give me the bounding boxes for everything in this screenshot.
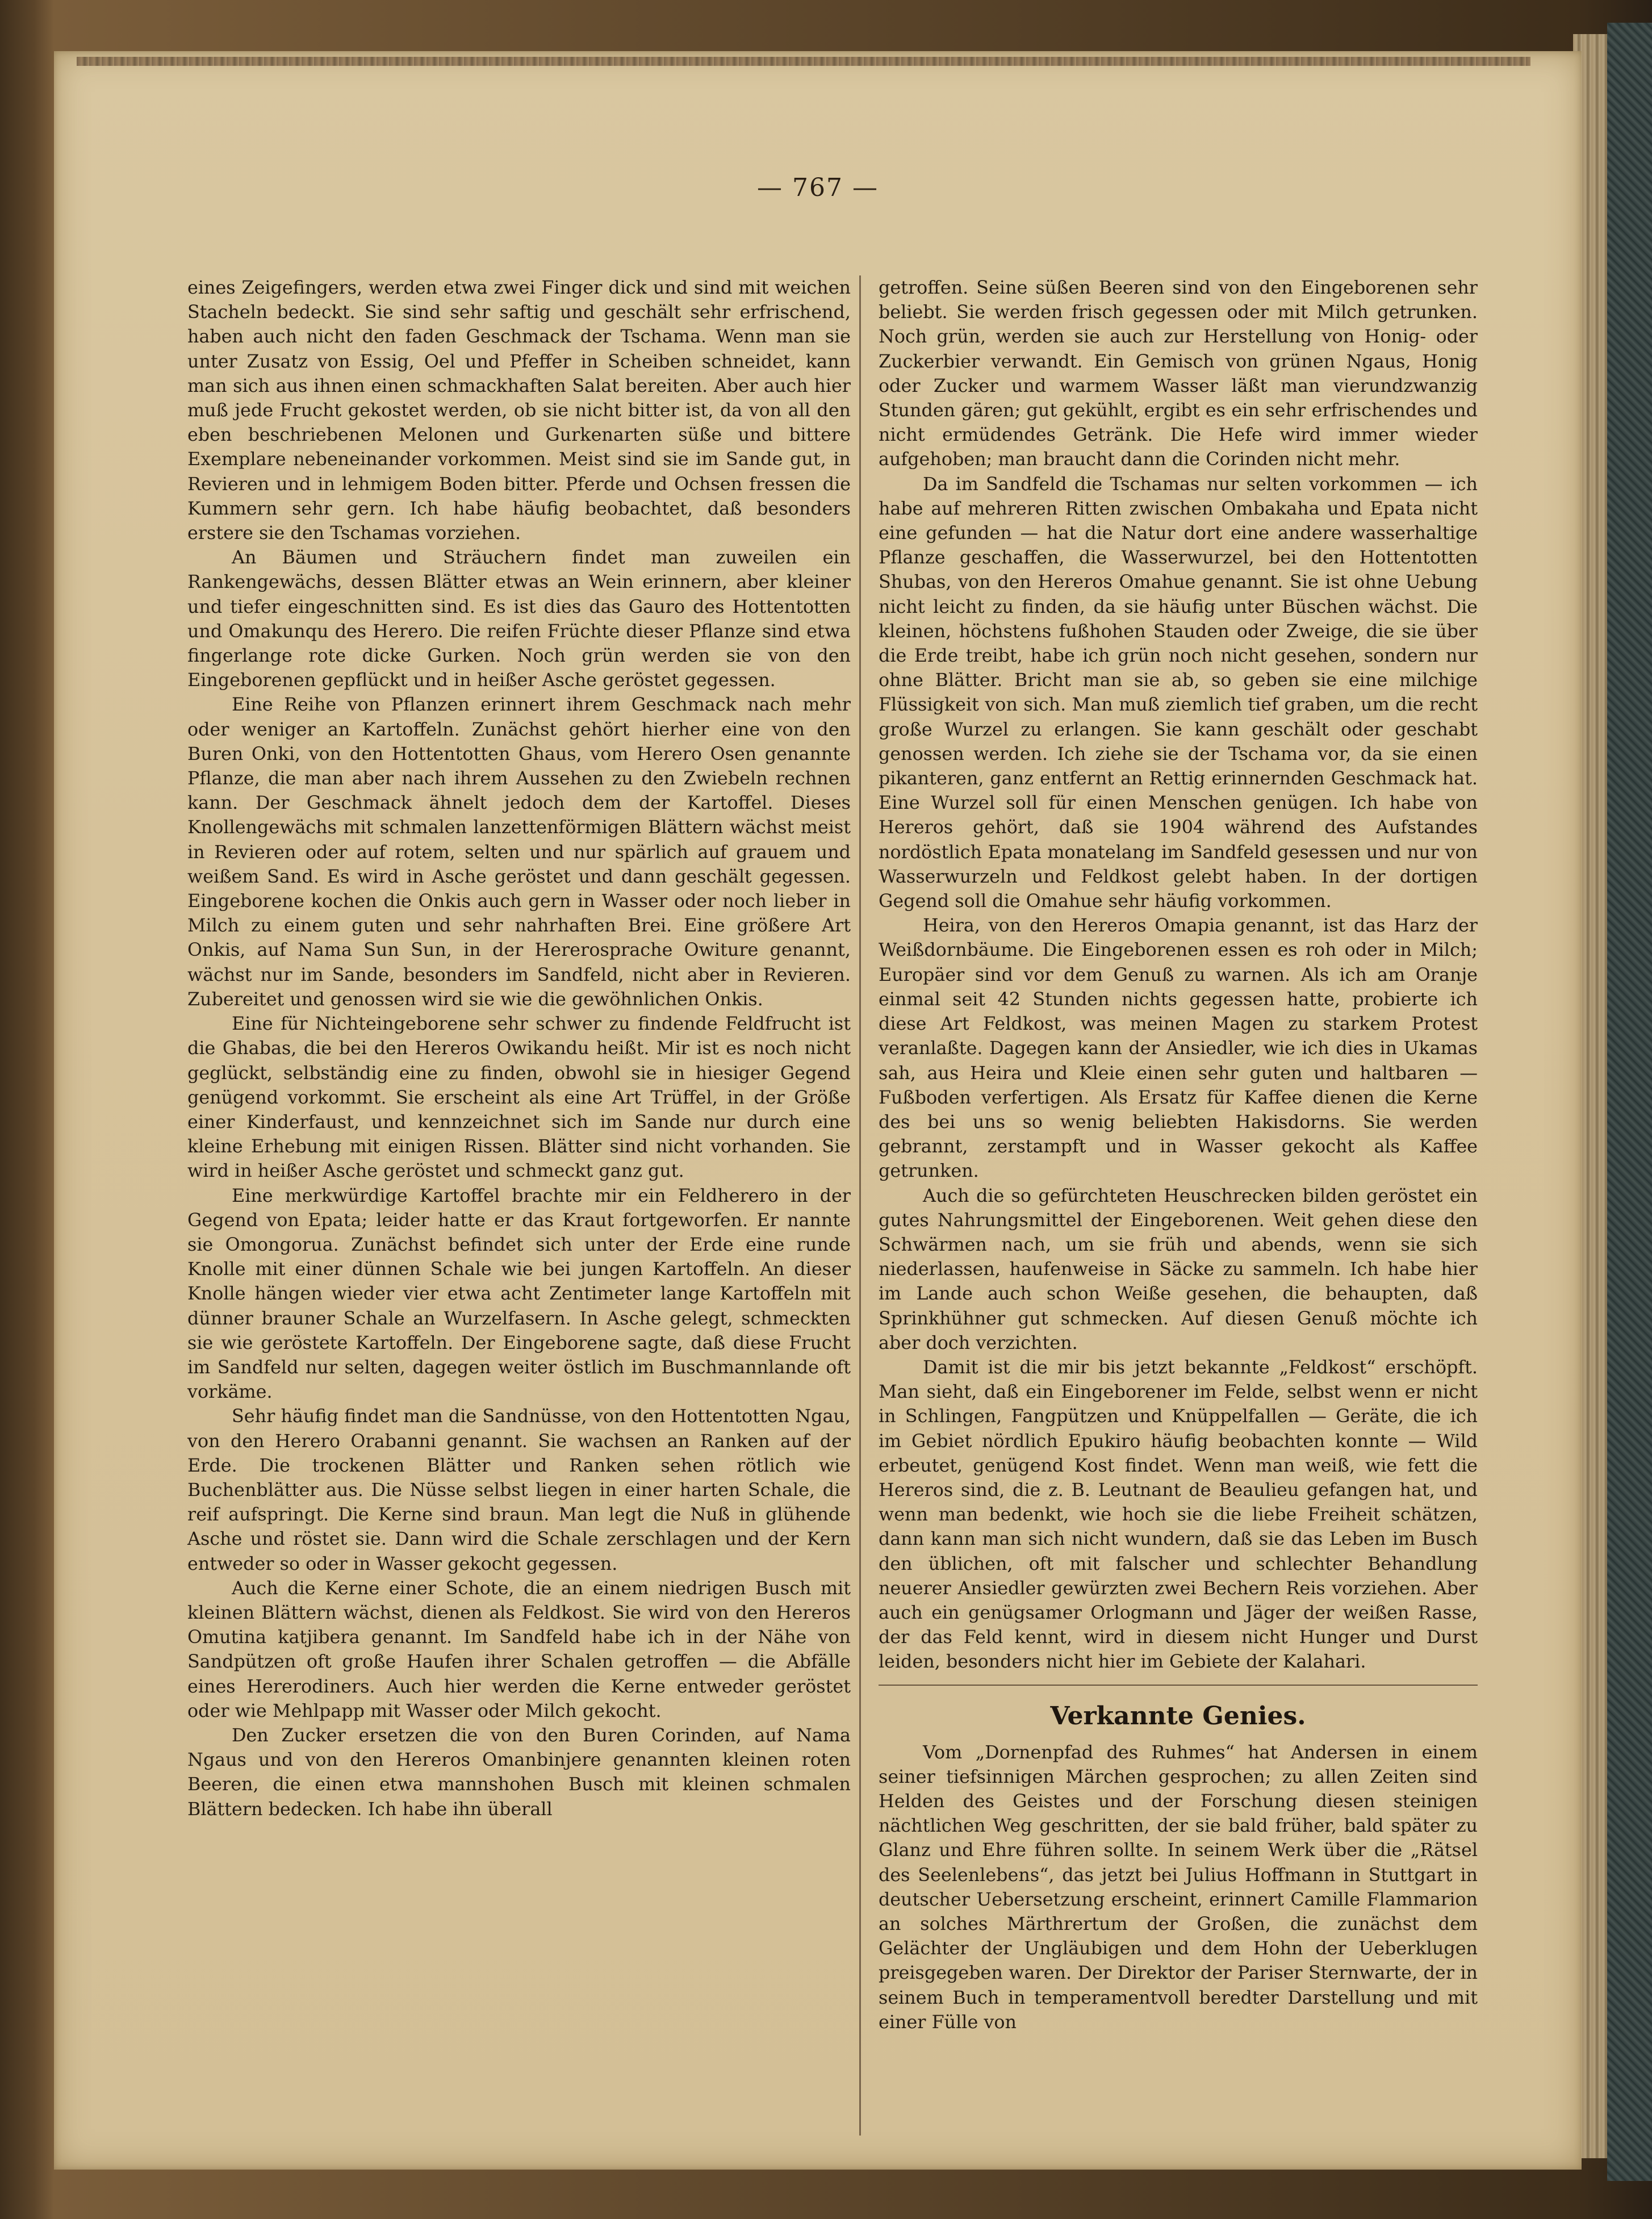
paragraph: Damit ist die mir bis jetzt bekannte „Feldkost“ erschöpft. Man sieht, daß ein Eingeborener im Felde, selbst wenn er nicht in Schlingen, Fangpützen und Knüppelfallen — Geräte, die ich im Gebiet nördlich Epukiro häufig beobachten konnte — Wild erbeutet, genügend Kost findet. Wenn man weiß, wie fett die Hereros sind, die z. B. Leutnant de Beaulieu gefangen hat, und wenn man bedenkt, wie hoch sie die liebe Freiheit schätzen, dann kann man sich nicht wundern, daß sie das Leben im Busch den üblichen, oft mit falscher und schlechter Behandlung neuerer Ansiedler gewürzten zwei Bechern Reis vorziehen. Aber auch ein genügsamer Orlogmann und Jäger der weißen Rasse, der das Feld kennt, wird in diesem nicht Hunger und Durst leiden, besonders nicht hier im Gebiete der Kalahari. (879, 1356, 1478, 1673)
paragraph: Heira, von den Hereros Omapia genannt, ist das Harz der Weißdornbäume. Die Eingeborenen essen es roh oder in Milch; Europäer sind vor dem Genuß zu warnen. Als ich am Oranje einmal seit 42 Stunden nichts gegessen hatte, probierte ich diese Art Feldkost, was meinen Magen zu starkem Protest veranlaßte. Dagegen kann der Ansiedler, wie ich dies in Ukamas sah, aus Heira und Kleie einen sehr guten und haltbaren — Fußboden verfertigen. Als Ersatz für Kaffee dienen die Kerne des bei uns so wenig beliebten Hakisdorns. Sie werden gebrannt, zerstampft und in Wasser gekocht als Kaffee getrunken. (879, 915, 1478, 1182)
paragraph: getroffen. Seine süßen Beeren sind von den Eingeborenen sehr beliebt. Sie werden frisch gegessen oder mit Milch getrunken. Noch grün, werden sie auch zur Herstellung von Honig- oder Zuckerbier verwandt. Ein Gemisch von grünen Ngaus, Honig oder Zucker und warmem Wasser läßt man vierundzwanzig Stunden gären; gut gekühlt, ergibt es ein sehr erfrischendes und nicht ermüdendes Getränk. Die Hefe wird immer wieder aufgehoben; man braucht dann die Corinden nicht mehr. (879, 277, 1478, 470)
section-heading: Verkannte Genies. (1050, 1701, 1306, 1731)
newspaper-page (54, 51, 1582, 2170)
paragraph: Vom „Dornenpfad des Ruhmes“ hat Andersen in einem seiner tiefsinnigen Märchen gesprochen; zu allen Zeiten sind Helden des Geistes und der Forschung diesen steinigen nächtlichen Weg geschritten, der sie bald früher, bald später zu Glanz und Ehre führen sollte. In seinem Werk über die „Rätsel des Seelenlebens“, das jetzt bei Julius Hoffmann in Stuttgart in deutscher Uebersetzung erscheint, erinnert Camille Flammarion an solches Märthrertum der Großen, die zunächst dem Gelächter der Ungläubigen und dem Hohn der Ueberklugen preisgegeben waren. Der Direktor der Pariser Sternwarte, der in seinem Buch in temperamentvoll beredter Darstellung und mit einer Fülle von (879, 1741, 1478, 2033)
paragraph: Auch die so gefürchteten Heuschrecken bilden geröstet ein gutes Nahrungsmittel der Eingeborenen. Weit gehen diese den Schwärmen nach, um sie früh und abends, wenn sie sich niederlassen, haufenweise in Säcke zu sammeln. Ich habe hier im Lande auch schon Weiße gesehen, die behaupten, daß Sprinkhühner gut schmecken. Auf diesen Genuß möchte ich aber doch verzichten. (879, 1185, 1478, 1353)
paragraph: Sehr häufig findet man die Sandnüsse, von den Hottentotten Ngau, von den Herero Orabanni genannt. Sie wachsen an Ranken auf der Erde. Die trockenen Blätter und Ranken sehen rötlich wie Buchenblätter aus. Die Nüsse selbst liegen in einer harten Schale, die reif aufspringt. Die Kerne sind braun. Man legt die Nuß in glühende Asche und röstet sie. Dann wird die Schale zerschlagen und der Kern entweder so oder in Wasser gekocht gegessen. (187, 1406, 851, 1574)
paragraph: An Bäumen und Sträuchern findet man zuweilen ein Rankengewächs, dessen Blätter etwas an Wein erinnern, aber kleiner und tiefer eingeschnitten sind. Es ist dies das Gauro des Hottentotten und Omakunqu des Herero. Die reifen Früchte dieser Pflanze sind etwa fingerlange rote dicke Gurken. Noch grün werden sie von den Eingeborenen gepflückt und in heißer Asche geröstet gegessen. (187, 547, 851, 691)
column-divider (859, 275, 861, 2136)
book-cover-cloth (1607, 23, 1652, 2181)
left-column (187, 275, 851, 1821)
right-column (879, 275, 1478, 2034)
paragraph: Auch die Kerne einer Schote, die an einem niedrigen Busch mit kleinen Blättern wächst, dienen als Feldkost. Sie wird von den Hereros Omutina katjibera genannt. Im Sandfeld habe ich in der Nähe von Sandpützen oft große Haufen ihrer Schalen getroffen — die Abfälle eines Hererodiners. Auch hier werden die Kerne entweder geröstet oder wie Mehlpapp mit Wasser oder Milch gekocht. (187, 1577, 851, 1721)
heading-rule (879, 1685, 1478, 1686)
paragraph: Den Zucker ersetzen die von den Buren Corinden, auf Nama Ngaus und von den Hereros Omanbinjere genannten kleinen roten Beeren, die einen etwa mannshohen Busch mit kleinen schmalen Blättern bedecken. Ich habe ihn überall (187, 1724, 851, 1820)
top-ornamental-rule (77, 57, 1530, 66)
paragraph: Da im Sandfeld die Tschamas nur selten vorkommen — ich habe auf mehreren Ritten zwischen Ombakaha und Epata nicht eine gefunden — hat die Natur dort eine andere wasserhaltige Pflanze geschaffen, die Wasserwurzel, bei den Hottentotten Shubas, von den Hereros Omahue genannt. Sie ist ohne Uebung nicht leicht zu finden, da sie häufig unter Büschen wächst. Die kleinen, höchstens fußhohen Stauden oder Zweige, die sie über die Erde treibt, habe ich grün noch nicht gesehen, sondern nur ohne Blätter. Bricht man sie ab, so geben sie eine milchige Flüssigkeit von sich. Man muß ziemlich tief graben, um die recht große Wurzel zu erlangen. Sie kann geschält oder geschabt genossen werden. Ich ziehe sie der Tschama vor, da sie einen pikanteren, ganz entfernt an Rettig erinnernden Geschmack hat. Eine Wurzel soll für einen Menschen genügen. Ich habe von Hereros gehört, daß sie 1904 während des Aufstandes nordöstlich Epata monatelang im Sandfeld gesessen und nur von Wasserwurzeln und Feldkost gelebt haben. In der dortigen Gegend soll die Omahue sehr häufig vorkommen. (879, 473, 1478, 912)
paragraph: Eine merkwürdige Kartoffel brachte mir ein Feldherero in der Gegend von Epata; leider hatte er das Kraut fortgeworfen. Er nannte sie Omongorua. Zunächst befindet sich unter der Erde eine runde Knolle mit einer dünnen Schale wie bei jungen Kartoffeln. An dieser Knolle hängen wieder vier etwa acht Zentimeter lange Kartoffeln mit dünner brauner Schale an Wurzelfasern. In Asche gelegt, schmeckten sie wie geröstete Kartoffeln. Der Eingeborene sagte, daß diese Frucht im Sandfeld nur selten, dagegen weiter östlich im Buschmannlande oft vorkäme. (187, 1185, 851, 1403)
paragraph: eines Zeigefingers, werden etwa zwei Finger dick und sind mit weichen Stacheln bedeckt. Sie sind sehr saftig und geschält sehr erfrischend, haben auch nicht den faden Geschmack der Tschama. Wenn man sie unter Zusatz von Essig, Oel und Pfeffer in Scheiben schneidet, kann man sich aus ihnen einen schmackhaften Salat bereiten. Aber auch hier muß jede Frucht gekostet werden, ob sie nicht bitter ist, da von all den eben beschriebenen Melonen und Gurkenarten süße und bittere Exemplare nebeneinander vorkommen. Meist sind sie im Sande gut, in Revieren und in lehmigem Boden bitter. Pferde und Ochsen fressen die Kummern sehr gern. Ich habe häufig beobachtet, daß besonders erstere sie den Tschamas vorziehen. (187, 277, 851, 544)
paragraph: Eine für Nichteingeborene sehr schwer zu findende Feldfrucht ist die Ghabas, die bei den Hereros Owikandu heißt. Mir ist es noch nicht geglückt, selbständig eine zu finden, obwohl sie in hiesiger Gegend genügend vorkommt. Sie erscheint als eine Art Trüffel, in der Größe einer Kinderfaust, und kennzeichnet sich im Sande nur durch eine kleine Erhebung mit einigen Rissen. Blätter sind nicht vorhanden. Sie wird in heißer Asche geröstet und schmeckt ganz gut. (187, 1013, 851, 1182)
page-number: — 767 — (757, 173, 879, 202)
paragraph: Eine Reihe von Pflanzen erinnert ihrem Geschmack nach mehr oder weniger an Kartoffeln. Zunächst gehört hierher eine von den Buren Onki, von den Hottentotten Ghaus, vom Herero Osen genannte Pflanze, die man aber nach ihrem Aussehen zu den Zwiebeln rechnen kann. Der Geschmack ähnelt jedoch dem der Kartoffel. Dieses Knollengewächs mit schmalen lanzettenförmigen Blättern wächst meist in Revieren oder auf rotem, selten und nur spärlich auf grauem und weißem Sand. Es wird in Asche geröstet und dann geschält gegessen. Eingeborene kochen die Onkis auch gern in Wasser oder noch lieber in Milch zu einem guten und sehr nahrhaften Brei. Eine größere Art Onkis, auf Nama Sun Sun, in der Hererosprache Owiture genannt, wächst nur im Sande, besonders im Sandfeld, nicht aber in Revieren. Zubereitet und genossen wird sie wie die gewöhnlichen Onkis. (187, 694, 851, 1010)
